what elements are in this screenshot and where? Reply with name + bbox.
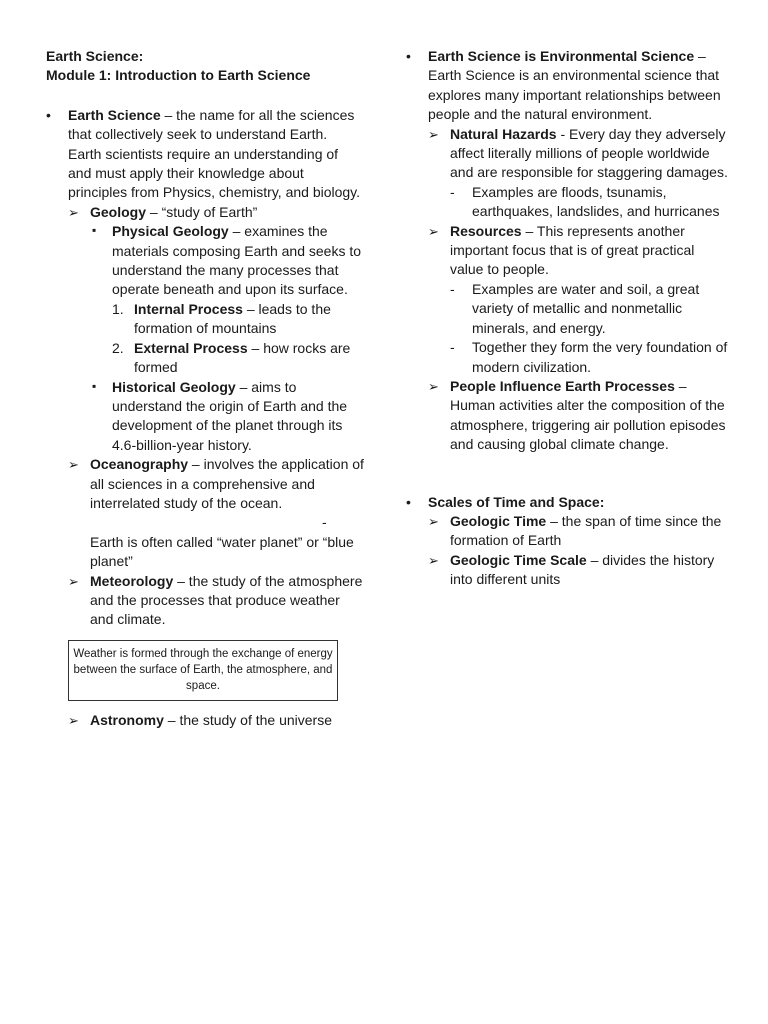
term-meteorology: Meteorology: [90, 572, 174, 589]
title-line-2: Module 1: Introduction to Earth Science: [46, 67, 311, 84]
def-people-influence: – Human activities alter the composition of the atmosphere, triggering air pollution episodes and causing global climate change.: [450, 377, 726, 453]
item-geology: [68, 203, 364, 455]
def-physical-geology: – examines the materials composing Earth and seeks to understand the many processes that operate beneath and upon its surface.: [112, 223, 362, 298]
def-oceanography: – involves the application of all sciences in a comprehensive and interrelated study of the ocean.: [90, 456, 364, 511]
term-oceanography: Oceanography: [90, 456, 189, 473]
def-internal-process: – leads to the formation of mountains: [134, 300, 331, 337]
item-historical-geology: [90, 378, 364, 456]
list-number: 2.: [112, 339, 124, 356]
hazard-example: [450, 183, 728, 222]
left-outline: [46, 106, 364, 730]
right-outline-2: [406, 493, 728, 590]
environmental-subtopics: [428, 125, 728, 455]
arrow-bullet-icon: ➢: [428, 552, 439, 568]
item-astronomy: [68, 711, 364, 730]
weather-note-box: Weather is formed through the exchange of energy between the surface of Earth, the atmosphere, and space.: [68, 640, 338, 701]
term-natural-hazards: Natural Hazards: [450, 125, 557, 142]
square-bullet-icon: ▪: [92, 223, 97, 238]
term-environmental-science: Earth Science is Environmental Science: [428, 48, 695, 64]
item-geologic-time-scale: [428, 551, 728, 590]
arrow-bullet-icon: ➢: [428, 126, 439, 142]
term-historical-geology: Historical Geology: [112, 378, 236, 395]
square-bullet-icon: ▪: [92, 378, 97, 393]
resource-example: [450, 338, 728, 377]
def-oceanography-note: Earth is often called “water planet” or “blue planet”: [90, 533, 354, 570]
dash-bullet: -: [450, 183, 455, 200]
left-column: [46, 47, 364, 730]
def-geologic-time: – the span of time since the formation of Earth: [450, 512, 722, 549]
earth-science-subtopics: [68, 203, 364, 630]
term-geology: Geology: [90, 203, 147, 220]
resource-examples: [450, 280, 728, 377]
resource-example-text: Examples are water and soil, a great variety of metallic and nonmetallic minerals, and energy.: [472, 280, 700, 336]
right-outline: [406, 47, 728, 455]
hazard-examples: [450, 183, 728, 222]
item-geologic-time: [428, 512, 728, 551]
def-geologic-time-scale: – divides the history into different units: [450, 551, 715, 588]
item-scales: [406, 493, 728, 590]
arrow-bullet-icon: ➢: [68, 204, 79, 220]
term-resources: Resources: [450, 222, 522, 239]
def-environmental-science: – Earth Science is an environmental science that explores many important relationships between people and the natural environment.: [428, 48, 721, 123]
item-natural-hazards: [428, 125, 728, 222]
arrow-bullet-icon: ➢: [428, 378, 439, 394]
term-physical-geology: Physical Geology: [112, 223, 229, 240]
hazard-example-text: Examples are floods, tsunamis, earthquakes, landslides, and hurricanes: [472, 183, 720, 220]
stray-dash: -: [322, 514, 327, 531]
resource-example-text: Together they form the very foundation of modern civilization.: [472, 339, 728, 375]
dash-bullet: -: [450, 339, 455, 356]
item-external-process: [112, 339, 364, 378]
item-internal-process: [112, 300, 364, 339]
title-line-1: Earth Science:: [46, 48, 144, 64]
def-meteorology: – the study of the atmosphere and the processes that produce weather and climate.: [90, 572, 363, 628]
process-list: [112, 300, 364, 378]
resource-example: [450, 280, 728, 338]
def-external-process: – how rocks are formed: [134, 339, 351, 376]
term-scales: Scales of Time and Space:: [428, 493, 605, 510]
item-physical-geology: [90, 222, 364, 377]
term-earth-science: Earth Science: [68, 106, 161, 123]
geology-branches: [90, 222, 364, 455]
item-earth-science: [46, 106, 364, 730]
bullet-dot-icon: •: [406, 48, 411, 64]
item-environmental-science: [406, 47, 728, 455]
arrow-bullet-icon: ➢: [68, 573, 79, 589]
list-number: 1.: [112, 300, 124, 317]
term-geologic-time: Geologic Time: [450, 512, 547, 529]
def-earth-science: – the name for all the sciences that collectively seek to understand Earth. Earth scientists require an understanding of and must apply their knowledge about principles from Physics, chemistry, and biology.: [68, 106, 361, 201]
term-astronomy: Astronomy: [90, 711, 164, 728]
term-external-process: External Process: [134, 339, 248, 356]
bullet-dot-icon: •: [46, 106, 51, 123]
item-people-influence: [428, 377, 728, 455]
term-internal-process: Internal Process: [134, 300, 243, 317]
item-resources: [428, 222, 728, 377]
earth-science-subtopics-cont: [68, 711, 364, 730]
def-natural-hazards: - Every day they adversely affect literally millions of people worldwide and are responsible for staggering damages.: [450, 125, 728, 181]
arrow-bullet-icon: ➢: [68, 712, 79, 728]
bullet-dot-icon: •: [406, 493, 411, 510]
def-resources: – This represents another important focus that is of great practical value to people.: [450, 222, 695, 278]
term-geologic-time-scale: Geologic Time Scale: [450, 551, 587, 568]
dash-bullet: -: [450, 280, 455, 297]
def-astronomy: – the study of the universe: [163, 711, 333, 728]
spacer: [406, 455, 728, 493]
item-meteorology: [68, 572, 364, 630]
def-historical-geology: – aims to understand the origin of Earth and the development of the planet through its 4.6-billion-year history.: [112, 378, 348, 453]
right-column: [406, 47, 728, 590]
term-people-influence: People Influence Earth Processes: [450, 377, 675, 394]
def-geology: – “study of Earth”: [146, 203, 258, 220]
arrow-bullet-icon: ➢: [428, 513, 439, 529]
arrow-bullet-icon: ➢: [68, 457, 79, 473]
document-title: [46, 47, 364, 86]
item-oceanography: [68, 455, 364, 571]
scales-subtopics: [428, 512, 728, 590]
arrow-bullet-icon: ➢: [428, 223, 439, 239]
